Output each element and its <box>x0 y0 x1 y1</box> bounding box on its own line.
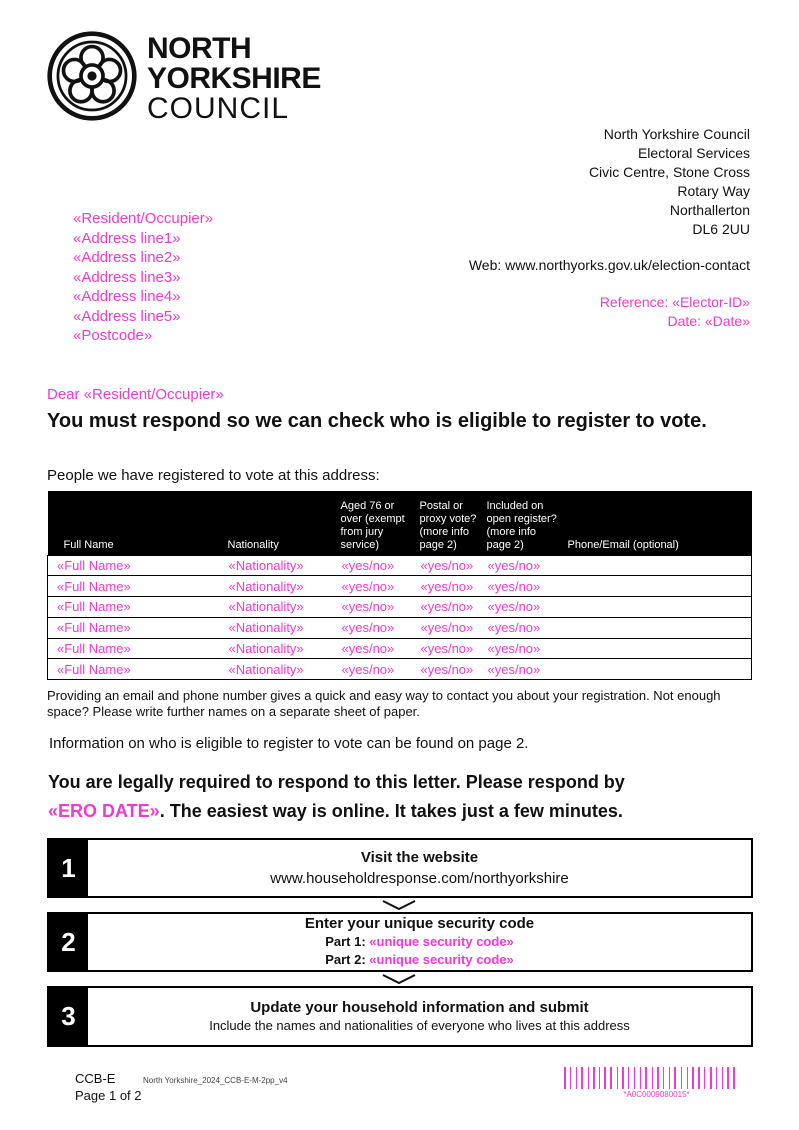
aged-76-cell: «yes/no» <box>338 576 417 597</box>
table-row <box>48 638 752 659</box>
table-header-row <box>48 491 752 555</box>
step-2 <box>47 912 753 972</box>
phone-email-cell <box>565 659 752 680</box>
phone-email-cell <box>565 638 752 659</box>
form-code: CCB-E <box>75 1071 116 1086</box>
open-register-cell: «yes/no» <box>484 617 565 638</box>
legal-requirement <box>48 768 748 826</box>
postal-proxy-cell: «yes/no» <box>417 617 484 638</box>
postal-proxy-cell: «yes/no» <box>417 576 484 597</box>
resident-address-line: «Address line5» <box>73 307 181 325</box>
step-title: Enter your unique security code <box>304 915 535 932</box>
council-logo-text <box>147 34 321 124</box>
security-code-part-2 <box>88 951 751 969</box>
aged-76-cell: «yes/no» <box>338 617 417 638</box>
council-address-line: Rotary Way <box>677 183 750 199</box>
header-nationality: Nationality <box>225 491 338 555</box>
eligibility-info: Information on who is eligible to register to vote can be found on page 2. <box>49 735 529 752</box>
open-register-cell: «yes/no» <box>484 659 565 680</box>
council-web-address: Web: www.northyorks.gov.uk/election-contact <box>468 257 750 273</box>
full-name-cell: «Full Name» <box>48 617 225 638</box>
open-register-cell: «yes/no» <box>484 638 565 659</box>
resident-address <box>73 209 213 346</box>
full-name-cell: «Full Name» <box>48 638 225 659</box>
step-3 <box>47 986 753 1047</box>
nationality-cell: «Nationality» <box>225 597 338 618</box>
nationality-cell: «Nationality» <box>225 638 338 659</box>
reference-line: Reference: «Elector-ID» <box>599 294 750 310</box>
date-line: Date: «Date» <box>667 313 750 329</box>
council-address-line: Electoral Services <box>637 145 750 161</box>
aged-76-cell: «yes/no» <box>338 659 417 680</box>
step-title: Update your household information and submit <box>250 998 589 1016</box>
aged-76-cell: «yes/no» <box>338 597 417 618</box>
header-postal-proxy: Postal or proxy vote? (more info page 2) <box>417 491 484 555</box>
council-address-line: North Yorkshire Council <box>603 126 750 142</box>
postal-proxy-cell: «yes/no» <box>417 597 484 618</box>
table-row <box>48 659 752 680</box>
postal-proxy-cell: «yes/no» <box>417 659 484 680</box>
table-row <box>48 576 752 597</box>
postal-proxy-cell: «yes/no» <box>417 555 484 576</box>
footer-code <box>75 1070 142 1104</box>
legal-text: You are legally required to respond to this letter. Please respond by <box>48 772 625 792</box>
chevron-down-icon <box>381 900 417 910</box>
phone-email-cell <box>565 555 752 576</box>
part-label: Part 2: <box>325 952 370 967</box>
phone-email-cell <box>565 576 752 597</box>
step-content <box>88 988 751 1045</box>
step-number: 1 <box>49 840 88 896</box>
open-register-cell: «yes/no» <box>484 576 565 597</box>
step-content <box>88 914 751 970</box>
file-reference: North Yorkshire_2024_CCB-E-M-2pp_v4 <box>143 1076 288 1085</box>
table-intro: People we have registered to vote at this address: <box>47 467 380 484</box>
step-number: 2 <box>49 914 88 970</box>
open-register-cell: «yes/no» <box>484 555 565 576</box>
full-name-cell: «Full Name» <box>48 659 225 680</box>
phone-email-cell <box>565 597 752 618</box>
council-address-line: DL6 2UU <box>692 221 750 237</box>
logo-line-council: COUNCIL <box>147 92 290 125</box>
legal-text-cont: . The easiest way is online. It takes just a few minutes. <box>159 801 623 821</box>
ero-date: «ERO DATE» <box>48 801 160 821</box>
step-1 <box>47 838 753 898</box>
resident-address-line: «Address line2» <box>73 249 181 266</box>
registered-voters-table <box>47 491 752 680</box>
resident-address-line: «Address line1» <box>73 229 181 247</box>
barcode-icon <box>563 1067 750 1089</box>
full-name-cell: «Full Name» <box>48 576 225 597</box>
barcode-text: *A0C0009080015* <box>623 1090 690 1099</box>
logo-line-north: NORTH <box>147 32 252 65</box>
council-address <box>589 125 750 239</box>
headline: You must respond so we can check who is eligible to register to vote. <box>47 410 707 432</box>
tudor-rose-icon <box>46 30 138 122</box>
aged-76-cell: «yes/no» <box>338 638 417 659</box>
reference-block <box>600 293 750 331</box>
security-code-part-1 <box>88 933 751 951</box>
logo-line-yorkshire: YORKSHIRE <box>147 62 321 95</box>
step-content <box>88 840 751 896</box>
header-open-register: Included on open register? (more info page 2) <box>484 491 565 555</box>
table-row <box>48 555 752 576</box>
page-number: Page 1 of 2 <box>75 1088 142 1103</box>
table-row <box>48 617 752 638</box>
council-address-line: Civic Centre, Stone Cross <box>588 164 750 180</box>
step-description: Include the names and nationalities of everyone who lives at this address <box>209 1017 630 1033</box>
aged-76-cell: «yes/no» <box>338 555 417 576</box>
step-number: 3 <box>49 988 88 1045</box>
nationality-cell: «Nationality» <box>225 576 338 597</box>
table-row <box>48 597 752 618</box>
resident-address-line: «Postcode» <box>73 327 153 344</box>
full-name-cell: «Full Name» <box>48 555 225 576</box>
resident-address-line: «Address line4» <box>73 288 181 305</box>
chevron-down-icon <box>381 974 417 984</box>
step-title: Visit the website <box>360 848 479 866</box>
resident-address-line: «Address line3» <box>73 268 181 286</box>
security-code-value: «unique security code» <box>369 934 514 949</box>
table-note: Providing an email and phone number gives a quick and easy way to contact you about your registration. Not enough space? Please write further names on a separate sheet of paper. <box>47 688 721 719</box>
website-link[interactable]: www.householdresponse.com/northyorkshire <box>270 869 569 887</box>
nationality-cell: «Nationality» <box>225 659 338 680</box>
header-full-name: Full Name <box>48 491 225 555</box>
phone-email-cell <box>565 617 752 638</box>
part-label: Part 1: <box>325 934 370 949</box>
open-register-cell: «yes/no» <box>484 597 565 618</box>
postal-proxy-cell: «yes/no» <box>417 638 484 659</box>
security-code-value: «unique security code» <box>369 952 514 967</box>
full-name-cell: «Full Name» <box>48 597 225 618</box>
header-aged-76: Aged 76 or over (exempt from jury service) <box>338 491 417 555</box>
nationality-cell: «Nationality» <box>225 555 338 576</box>
greeting: Dear «Resident/Occupier» <box>47 386 224 403</box>
header-phone-email: Phone/Email (optional) <box>565 491 752 555</box>
resident-address-line: «Resident/Occupier» <box>73 210 214 227</box>
council-address-line: Northallerton <box>669 202 750 218</box>
nationality-cell: «Nationality» <box>225 617 338 638</box>
